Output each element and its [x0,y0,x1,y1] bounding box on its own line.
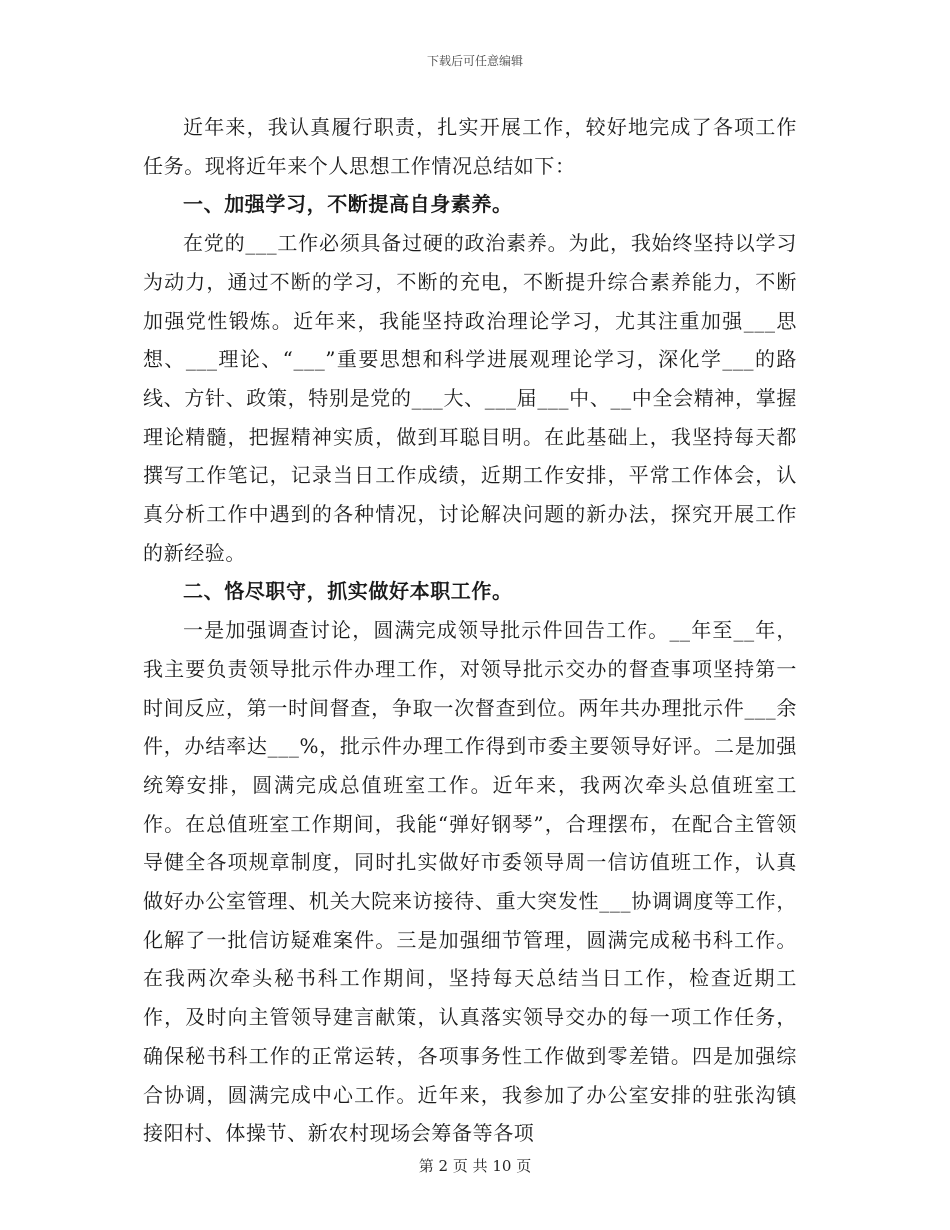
page-header: 下载后可任意编辑 [426,54,523,68]
intro-paragraph: 近年来，我认真履行职责，扎实开展工作，较好地完成了各项工作任务。现将近年来个人思想工作情况总结如下： [143,115,797,178]
section-heading-2: 二、恪尽职守，抓实做好本职工作。 [183,579,513,604]
document-body [143,108,797,1153]
section-body-1: 在党的___工作必须具备过硬的政治素养。为此，我始终坚持以学习为动力，通过不断的学习，不断的充电，不断提升综合素养能力，不断加强党性锻炼。近年来，我能坚持政治理论学习，尤其注重加强___思想、___理论、“___”重要思想和科学进展观理论学习，深化学___的路线、方针、政策，特别是党的___大、___届___中、__中全会精神，掌握理论精髓，把握精神实质，做到耳聪目明。在此基础上，我坚持每天都撰写工作笔记，记录当日工作成绩，近期工作安排，平常工作体会，认真分析工作中遇到的各种情况，讨论解决问题的新办法，探究开展工作的新经验。 [143,231,797,565]
section-body-2: 一是加强调查讨论，圆满完成领导批示件回告工作。__年至__年，我主要负责领导批示件办理工作，对领导批示交办的督查事项坚持第一时间反应，第一时间督查，争取一次督查到位。两年共办理批示件___余件，办结率达___%，批示件办理工作得到市委主要领导好评。二是加强统筹安排，圆满完成总值班室工作。近年来，我两次牵头总值班室工作。在总值班室工作期间，我能“弹好钢琴”，合理摆布，在配合主管领导健全各项规章制度，同时扎实做好市委领导周一信访值班工作，认真做好办公室管理、机关大院来访接待、重大突发性___协调调度等工作，化解了一批信访疑难案件。三是加强细节管理，圆满完成秘书科工作。在我两次牵头秘书科工作期间，坚持每天总结当日工作，检查近期工作，及时向主管领导建言献策，认真落实领导交办的每一项工作任务，确保秘书科工作的正常运转，各项事务性工作做到零差错。四是加强综合协调，圆满完成中心工作。近年来，我参加了办公室安排的驻张沟镇接阳村、体操节、新农村现场会筹备等各项 [143,618,797,1146]
section-heading-1: 一、加强学习，不断提高自身素养。 [183,192,513,217]
page-footer: 第 2 页 共 10 页 [418,1157,532,1175]
